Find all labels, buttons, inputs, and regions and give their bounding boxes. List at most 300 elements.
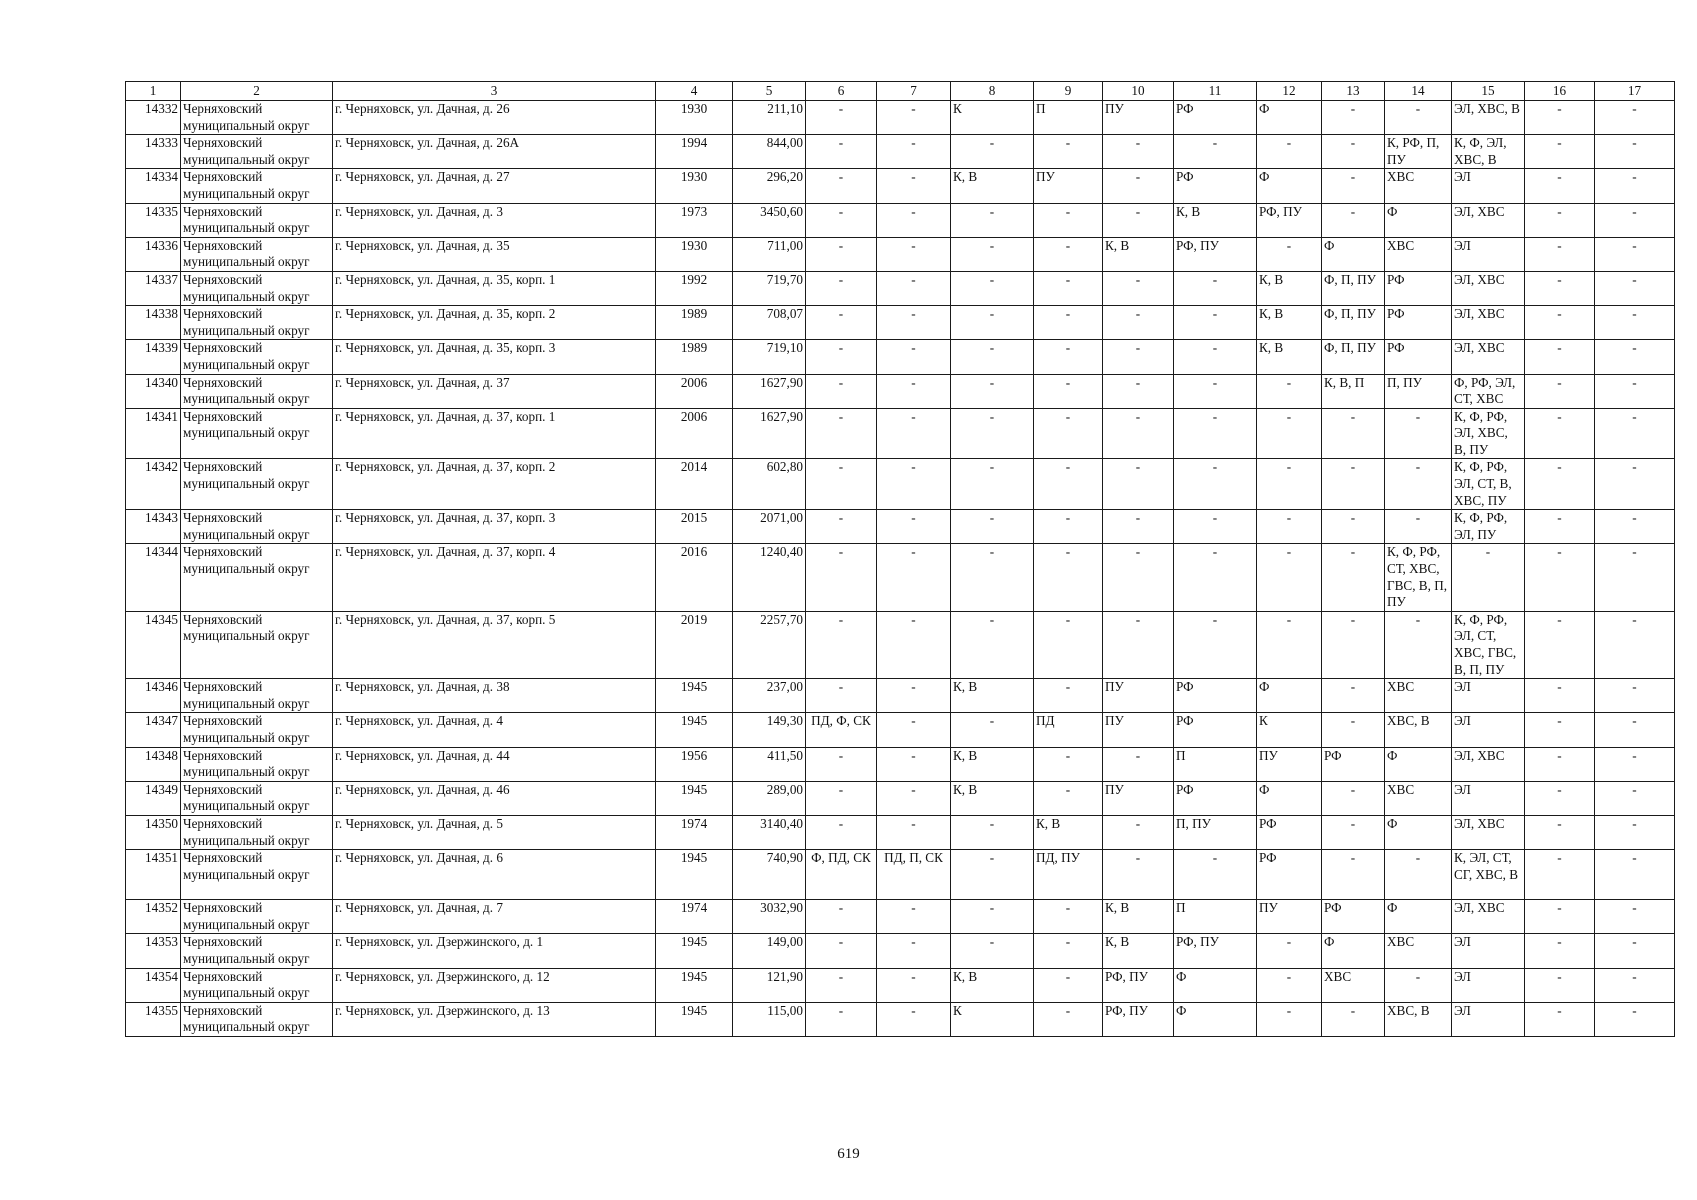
cell-col11: Ф xyxy=(1174,1002,1257,1036)
cell-col6: - xyxy=(806,203,877,237)
cell-address: г. Черняховск, ул. Дачная, д. 37, корп. 3 xyxy=(333,510,656,544)
cell-address: г. Черняховск, ул. Дачная, д. 46 xyxy=(333,781,656,815)
register-table xyxy=(125,81,1675,1037)
cell-col17: - xyxy=(1595,306,1675,340)
cell-municipality: Черняховский муниципальный округ xyxy=(181,135,333,169)
cell-col8: К xyxy=(951,1002,1034,1036)
cell-col17: - xyxy=(1595,203,1675,237)
cell-col14: К, РФ, П, ПУ xyxy=(1385,135,1452,169)
cell-col17: - xyxy=(1595,968,1675,1002)
cell-year: 1989 xyxy=(656,306,733,340)
cell-col9: ПД xyxy=(1034,713,1103,747)
cell-col9: ПУ xyxy=(1034,169,1103,203)
cell-col12: К, В xyxy=(1257,271,1322,305)
cell-col17: - xyxy=(1595,237,1675,271)
cell-col6: - xyxy=(806,135,877,169)
cell-year: 1973 xyxy=(656,203,733,237)
cell-area: 289,00 xyxy=(733,781,806,815)
cell-municipality: Черняховский муниципальный округ xyxy=(181,237,333,271)
cell-col15: К, Ф, ЭЛ, ХВС, В xyxy=(1452,135,1525,169)
cell-col13: Ф xyxy=(1322,934,1385,968)
cell-col12: Ф xyxy=(1257,101,1322,135)
cell-address: г. Черняховск, ул. Дачная, д. 37, корп. 5 xyxy=(333,611,656,678)
cell-col13: Ф, П, ПУ xyxy=(1322,306,1385,340)
cell-col16: - xyxy=(1525,900,1595,934)
cell-col14: - xyxy=(1385,408,1452,459)
cell-address: г. Черняховск, ул. Дачная, д. 26 xyxy=(333,101,656,135)
cell-municipality: Черняховский муниципальный округ xyxy=(181,459,333,510)
cell-col14: - xyxy=(1385,101,1452,135)
column-header-6: 6 xyxy=(806,82,877,101)
cell-col17: - xyxy=(1595,747,1675,781)
cell-col7: - xyxy=(877,101,951,135)
cell-col11: - xyxy=(1174,271,1257,305)
cell-address: г. Черняховск, ул. Дачная, д. 7 xyxy=(333,900,656,934)
cell-col7: ПД, П, СК xyxy=(877,850,951,900)
cell-col14: - xyxy=(1385,850,1452,900)
cell-col10: ПУ xyxy=(1103,679,1174,713)
cell-col12: - xyxy=(1257,544,1322,611)
cell-col8: - xyxy=(951,374,1034,408)
column-header-7: 7 xyxy=(877,82,951,101)
cell-col13: - xyxy=(1322,850,1385,900)
table-row xyxy=(126,459,1675,510)
column-header-11: 11 xyxy=(1174,82,1257,101)
cell-col15: ЭЛ xyxy=(1452,679,1525,713)
cell-col7: - xyxy=(877,611,951,678)
column-header-3: 3 xyxy=(333,82,656,101)
cell-col9: - xyxy=(1034,459,1103,510)
cell-area: 121,90 xyxy=(733,968,806,1002)
cell-address: г. Черняховск, ул. Дачная, д. 35, корп. 3 xyxy=(333,340,656,374)
cell-col8: - xyxy=(951,850,1034,900)
cell-address: г. Черняховск, ул. Дзержинского, д. 1 xyxy=(333,934,656,968)
cell-col15: Ф, РФ, ЭЛ, СТ, ХВС xyxy=(1452,374,1525,408)
cell-col10: - xyxy=(1103,340,1174,374)
cell-col11: РФ xyxy=(1174,679,1257,713)
cell-col12: РФ xyxy=(1257,850,1322,900)
cell-area: 711,00 xyxy=(733,237,806,271)
cell-col7: - xyxy=(877,934,951,968)
cell-col8: - xyxy=(951,713,1034,747)
cell-col7: - xyxy=(877,815,951,849)
cell-area: 719,10 xyxy=(733,340,806,374)
cell-address: г. Черняховск, ул. Дачная, д. 26А xyxy=(333,135,656,169)
cell-municipality: Черняховский муниципальный округ xyxy=(181,713,333,747)
cell-col13: ХВС xyxy=(1322,968,1385,1002)
cell-col6: - xyxy=(806,101,877,135)
cell-col7: - xyxy=(877,1002,951,1036)
cell-row-number: 14342 xyxy=(126,459,181,510)
cell-col7: - xyxy=(877,135,951,169)
cell-municipality: Черняховский муниципальный округ xyxy=(181,169,333,203)
cell-row-number: 14350 xyxy=(126,815,181,849)
cell-col11: - xyxy=(1174,611,1257,678)
table-row xyxy=(126,968,1675,1002)
column-header-12: 12 xyxy=(1257,82,1322,101)
cell-col14: РФ xyxy=(1385,271,1452,305)
cell-municipality: Черняховский муниципальный округ xyxy=(181,271,333,305)
table-row xyxy=(126,747,1675,781)
cell-col12: - xyxy=(1257,1002,1322,1036)
cell-col14: ХВС, В xyxy=(1385,713,1452,747)
cell-municipality: Черняховский муниципальный округ xyxy=(181,781,333,815)
cell-col7: - xyxy=(877,713,951,747)
cell-col6: - xyxy=(806,169,877,203)
cell-area: 1627,90 xyxy=(733,408,806,459)
table-row xyxy=(126,101,1675,135)
cell-col11: К, В xyxy=(1174,203,1257,237)
cell-col10: - xyxy=(1103,169,1174,203)
cell-col11: - xyxy=(1174,850,1257,900)
table-row xyxy=(126,679,1675,713)
cell-year: 2006 xyxy=(656,374,733,408)
cell-col16: - xyxy=(1525,169,1595,203)
cell-col9: П xyxy=(1034,101,1103,135)
cell-year: 1945 xyxy=(656,679,733,713)
cell-col14: Ф xyxy=(1385,900,1452,934)
cell-area: 708,07 xyxy=(733,306,806,340)
cell-col7: - xyxy=(877,900,951,934)
cell-row-number: 14333 xyxy=(126,135,181,169)
cell-col16: - xyxy=(1525,237,1595,271)
cell-col15: К, Ф, РФ, ЭЛ, СТ, В, ХВС, ПУ xyxy=(1452,459,1525,510)
cell-col12: - xyxy=(1257,408,1322,459)
cell-col7: - xyxy=(877,306,951,340)
cell-col16: - xyxy=(1525,611,1595,678)
table-body xyxy=(126,101,1675,1037)
cell-col12: - xyxy=(1257,374,1322,408)
cell-municipality: Черняховский муниципальный округ xyxy=(181,544,333,611)
cell-row-number: 14335 xyxy=(126,203,181,237)
cell-col8: - xyxy=(951,900,1034,934)
cell-year: 1930 xyxy=(656,169,733,203)
column-header-8: 8 xyxy=(951,82,1034,101)
cell-row-number: 14343 xyxy=(126,510,181,544)
cell-col16: - xyxy=(1525,271,1595,305)
cell-address: г. Черняховск, ул. Дачная, д. 35, корп. 1 xyxy=(333,271,656,305)
cell-year: 1974 xyxy=(656,900,733,934)
cell-area: 296,20 xyxy=(733,169,806,203)
cell-col10: - xyxy=(1103,306,1174,340)
cell-col9: - xyxy=(1034,237,1103,271)
cell-col7: - xyxy=(877,968,951,1002)
cell-row-number: 14351 xyxy=(126,850,181,900)
cell-municipality: Черняховский муниципальный округ xyxy=(181,934,333,968)
cell-col6: Ф, ПД, СК xyxy=(806,850,877,900)
cell-municipality: Черняховский муниципальный округ xyxy=(181,815,333,849)
table-row xyxy=(126,169,1675,203)
cell-area: 602,80 xyxy=(733,459,806,510)
cell-address: г. Черняховск, ул. Дачная, д. 37, корп. 1 xyxy=(333,408,656,459)
cell-area: 1627,90 xyxy=(733,374,806,408)
cell-row-number: 14347 xyxy=(126,713,181,747)
cell-col13: - xyxy=(1322,203,1385,237)
cell-col11: РФ, ПУ xyxy=(1174,934,1257,968)
table-row xyxy=(126,374,1675,408)
cell-col16: - xyxy=(1525,135,1595,169)
cell-col11: - xyxy=(1174,544,1257,611)
cell-row-number: 14346 xyxy=(126,679,181,713)
cell-area: 719,70 xyxy=(733,271,806,305)
cell-col8: - xyxy=(951,544,1034,611)
cell-col12: ПУ xyxy=(1257,747,1322,781)
cell-col12: - xyxy=(1257,611,1322,678)
cell-col14: ХВС xyxy=(1385,169,1452,203)
cell-row-number: 14355 xyxy=(126,1002,181,1036)
cell-col8: - xyxy=(951,203,1034,237)
cell-col7: - xyxy=(877,271,951,305)
cell-col6: - xyxy=(806,611,877,678)
cell-col6: - xyxy=(806,679,877,713)
cell-col13: К, В, П xyxy=(1322,374,1385,408)
cell-area: 2257,70 xyxy=(733,611,806,678)
cell-col7: - xyxy=(877,169,951,203)
cell-col15: ЭЛ xyxy=(1452,1002,1525,1036)
cell-col6: ПД, Ф, СК xyxy=(806,713,877,747)
cell-col9: - xyxy=(1034,340,1103,374)
cell-row-number: 14339 xyxy=(126,340,181,374)
cell-row-number: 14354 xyxy=(126,968,181,1002)
cell-col16: - xyxy=(1525,544,1595,611)
cell-col13: Ф, П, ПУ xyxy=(1322,271,1385,305)
cell-col9: - xyxy=(1034,203,1103,237)
cell-col17: - xyxy=(1595,340,1675,374)
cell-col11: - xyxy=(1174,459,1257,510)
cell-municipality: Черняховский муниципальный округ xyxy=(181,611,333,678)
cell-col9: - xyxy=(1034,900,1103,934)
cell-col11: П xyxy=(1174,900,1257,934)
cell-municipality: Черняховский муниципальный округ xyxy=(181,968,333,1002)
cell-col15: ЭЛ xyxy=(1452,781,1525,815)
cell-area: 211,10 xyxy=(733,101,806,135)
cell-area: 2071,00 xyxy=(733,510,806,544)
cell-municipality: Черняховский муниципальный округ xyxy=(181,1002,333,1036)
table-row xyxy=(126,408,1675,459)
table-row xyxy=(126,934,1675,968)
cell-col14: ХВС xyxy=(1385,934,1452,968)
cell-col12: - xyxy=(1257,934,1322,968)
cell-col7: - xyxy=(877,544,951,611)
cell-col15: ЭЛ, ХВС xyxy=(1452,900,1525,934)
cell-col6: - xyxy=(806,340,877,374)
table-row xyxy=(126,135,1675,169)
cell-row-number: 14332 xyxy=(126,101,181,135)
cell-address: г. Черняховск, ул. Дачная, д. 3 xyxy=(333,203,656,237)
table-row xyxy=(126,510,1675,544)
cell-col17: - xyxy=(1595,713,1675,747)
cell-col11: РФ xyxy=(1174,713,1257,747)
cell-municipality: Черняховский муниципальный округ xyxy=(181,374,333,408)
cell-col10: - xyxy=(1103,815,1174,849)
cell-col15: К, Ф, РФ, ЭЛ, ХВС, В, ПУ xyxy=(1452,408,1525,459)
cell-col13: - xyxy=(1322,679,1385,713)
cell-col6: - xyxy=(806,544,877,611)
cell-col14: - xyxy=(1385,459,1452,510)
cell-col14: Ф xyxy=(1385,815,1452,849)
cell-year: 2014 xyxy=(656,459,733,510)
cell-col17: - xyxy=(1595,271,1675,305)
cell-col13: - xyxy=(1322,815,1385,849)
cell-col16: - xyxy=(1525,374,1595,408)
cell-col11: П xyxy=(1174,747,1257,781)
cell-col7: - xyxy=(877,340,951,374)
cell-area: 740,90 xyxy=(733,850,806,900)
cell-col9: - xyxy=(1034,747,1103,781)
cell-col12: ПУ xyxy=(1257,900,1322,934)
cell-col6: - xyxy=(806,1002,877,1036)
cell-row-number: 14338 xyxy=(126,306,181,340)
cell-col8: - xyxy=(951,934,1034,968)
column-header-2: 2 xyxy=(181,82,333,101)
cell-col15: К, Ф, РФ, ЭЛ, СТ, ХВС, ГВС, В, П, ПУ xyxy=(1452,611,1525,678)
cell-col17: - xyxy=(1595,544,1675,611)
cell-year: 1994 xyxy=(656,135,733,169)
cell-col6: - xyxy=(806,900,877,934)
column-header-5: 5 xyxy=(733,82,806,101)
cell-col8: - xyxy=(951,135,1034,169)
cell-year: 1930 xyxy=(656,101,733,135)
cell-col13: Ф, П, ПУ xyxy=(1322,340,1385,374)
cell-col12: К, В xyxy=(1257,340,1322,374)
cell-row-number: 14337 xyxy=(126,271,181,305)
cell-col7: - xyxy=(877,459,951,510)
cell-col7: - xyxy=(877,679,951,713)
cell-col10: - xyxy=(1103,850,1174,900)
cell-municipality: Черняховский муниципальный округ xyxy=(181,850,333,900)
table-row xyxy=(126,271,1675,305)
cell-col12: - xyxy=(1257,135,1322,169)
cell-col13: - xyxy=(1322,713,1385,747)
cell-col16: - xyxy=(1525,203,1595,237)
cell-col6: - xyxy=(806,968,877,1002)
cell-col16: - xyxy=(1525,850,1595,900)
cell-col6: - xyxy=(806,271,877,305)
cell-address: г. Черняховск, ул. Дзержинского, д. 13 xyxy=(333,1002,656,1036)
cell-col14: ХВС xyxy=(1385,237,1452,271)
cell-col8: К, В xyxy=(951,747,1034,781)
cell-col17: - xyxy=(1595,781,1675,815)
cell-col17: - xyxy=(1595,900,1675,934)
cell-address: г. Черняховск, ул. Дачная, д. 4 xyxy=(333,713,656,747)
column-header-16: 16 xyxy=(1525,82,1595,101)
table-row xyxy=(126,1002,1675,1036)
cell-row-number: 14334 xyxy=(126,169,181,203)
cell-col15: К, ЭЛ, СТ, СГ, ХВС, В xyxy=(1452,850,1525,900)
cell-address: г. Черняховск, ул. Дачная, д. 38 xyxy=(333,679,656,713)
cell-col17: - xyxy=(1595,169,1675,203)
cell-municipality: Черняховский муниципальный округ xyxy=(181,747,333,781)
cell-col13: - xyxy=(1322,135,1385,169)
cell-col6: - xyxy=(806,781,877,815)
cell-col8: - xyxy=(951,306,1034,340)
cell-col16: - xyxy=(1525,459,1595,510)
column-header-4: 4 xyxy=(656,82,733,101)
cell-col9: - xyxy=(1034,135,1103,169)
cell-col11: - xyxy=(1174,374,1257,408)
cell-col7: - xyxy=(877,747,951,781)
cell-col7: - xyxy=(877,781,951,815)
cell-row-number: 14345 xyxy=(126,611,181,678)
cell-col6: - xyxy=(806,815,877,849)
cell-col8: - xyxy=(951,815,1034,849)
cell-col9: - xyxy=(1034,544,1103,611)
cell-col14: К, Ф, РФ, СТ, ХВС, ГВС, В, П, ПУ xyxy=(1385,544,1452,611)
cell-col12: Ф xyxy=(1257,169,1322,203)
cell-col17: - xyxy=(1595,679,1675,713)
cell-col13: - xyxy=(1322,510,1385,544)
cell-address: г. Черняховск, ул. Дачная, д. 5 xyxy=(333,815,656,849)
cell-year: 1945 xyxy=(656,781,733,815)
cell-col8: - xyxy=(951,237,1034,271)
cell-area: 237,00 xyxy=(733,679,806,713)
cell-col8: К xyxy=(951,101,1034,135)
cell-row-number: 14336 xyxy=(126,237,181,271)
cell-col10: ПУ xyxy=(1103,781,1174,815)
cell-col11: П, ПУ xyxy=(1174,815,1257,849)
cell-col7: - xyxy=(877,510,951,544)
cell-col15: ЭЛ xyxy=(1452,713,1525,747)
cell-municipality: Черняховский муниципальный округ xyxy=(181,340,333,374)
cell-year: 1989 xyxy=(656,340,733,374)
cell-col11: Ф xyxy=(1174,968,1257,1002)
cell-col16: - xyxy=(1525,747,1595,781)
cell-address: г. Черняховск, ул. Дачная, д. 35 xyxy=(333,237,656,271)
table-row xyxy=(126,781,1675,815)
cell-col13: - xyxy=(1322,169,1385,203)
cell-col7: - xyxy=(877,374,951,408)
cell-address: г. Черняховск, ул. Дзержинского, д. 12 xyxy=(333,968,656,1002)
cell-col11: - xyxy=(1174,510,1257,544)
table-row xyxy=(126,900,1675,934)
cell-col9: К, В xyxy=(1034,815,1103,849)
cell-col8: - xyxy=(951,271,1034,305)
cell-col10: РФ, ПУ xyxy=(1103,1002,1174,1036)
cell-col10: - xyxy=(1103,459,1174,510)
cell-col14: П, ПУ xyxy=(1385,374,1452,408)
cell-col9: ПД, ПУ xyxy=(1034,850,1103,900)
cell-col16: - xyxy=(1525,1002,1595,1036)
cell-col17: - xyxy=(1595,374,1675,408)
table-row xyxy=(126,340,1675,374)
column-header-15: 15 xyxy=(1452,82,1525,101)
cell-col13: РФ xyxy=(1322,900,1385,934)
cell-col13: - xyxy=(1322,408,1385,459)
cell-municipality: Черняховский муниципальный округ xyxy=(181,408,333,459)
cell-col16: - xyxy=(1525,968,1595,1002)
cell-col12: Ф xyxy=(1257,679,1322,713)
cell-col9: - xyxy=(1034,374,1103,408)
cell-col11: - xyxy=(1174,340,1257,374)
cell-row-number: 14344 xyxy=(126,544,181,611)
cell-col16: - xyxy=(1525,510,1595,544)
cell-col12: - xyxy=(1257,968,1322,1002)
cell-col12: - xyxy=(1257,510,1322,544)
cell-col11: РФ xyxy=(1174,101,1257,135)
cell-address: г. Черняховск, ул. Дачная, д. 27 xyxy=(333,169,656,203)
table-row xyxy=(126,815,1675,849)
cell-col8: К, В xyxy=(951,679,1034,713)
cell-col14: - xyxy=(1385,611,1452,678)
column-header-17: 17 xyxy=(1595,82,1675,101)
cell-municipality: Черняховский муниципальный округ xyxy=(181,900,333,934)
cell-col9: - xyxy=(1034,934,1103,968)
cell-col12: К, В xyxy=(1257,306,1322,340)
cell-row-number: 14353 xyxy=(126,934,181,968)
cell-col15: ЭЛ xyxy=(1452,968,1525,1002)
column-number-row xyxy=(126,82,1675,101)
cell-col6: - xyxy=(806,306,877,340)
